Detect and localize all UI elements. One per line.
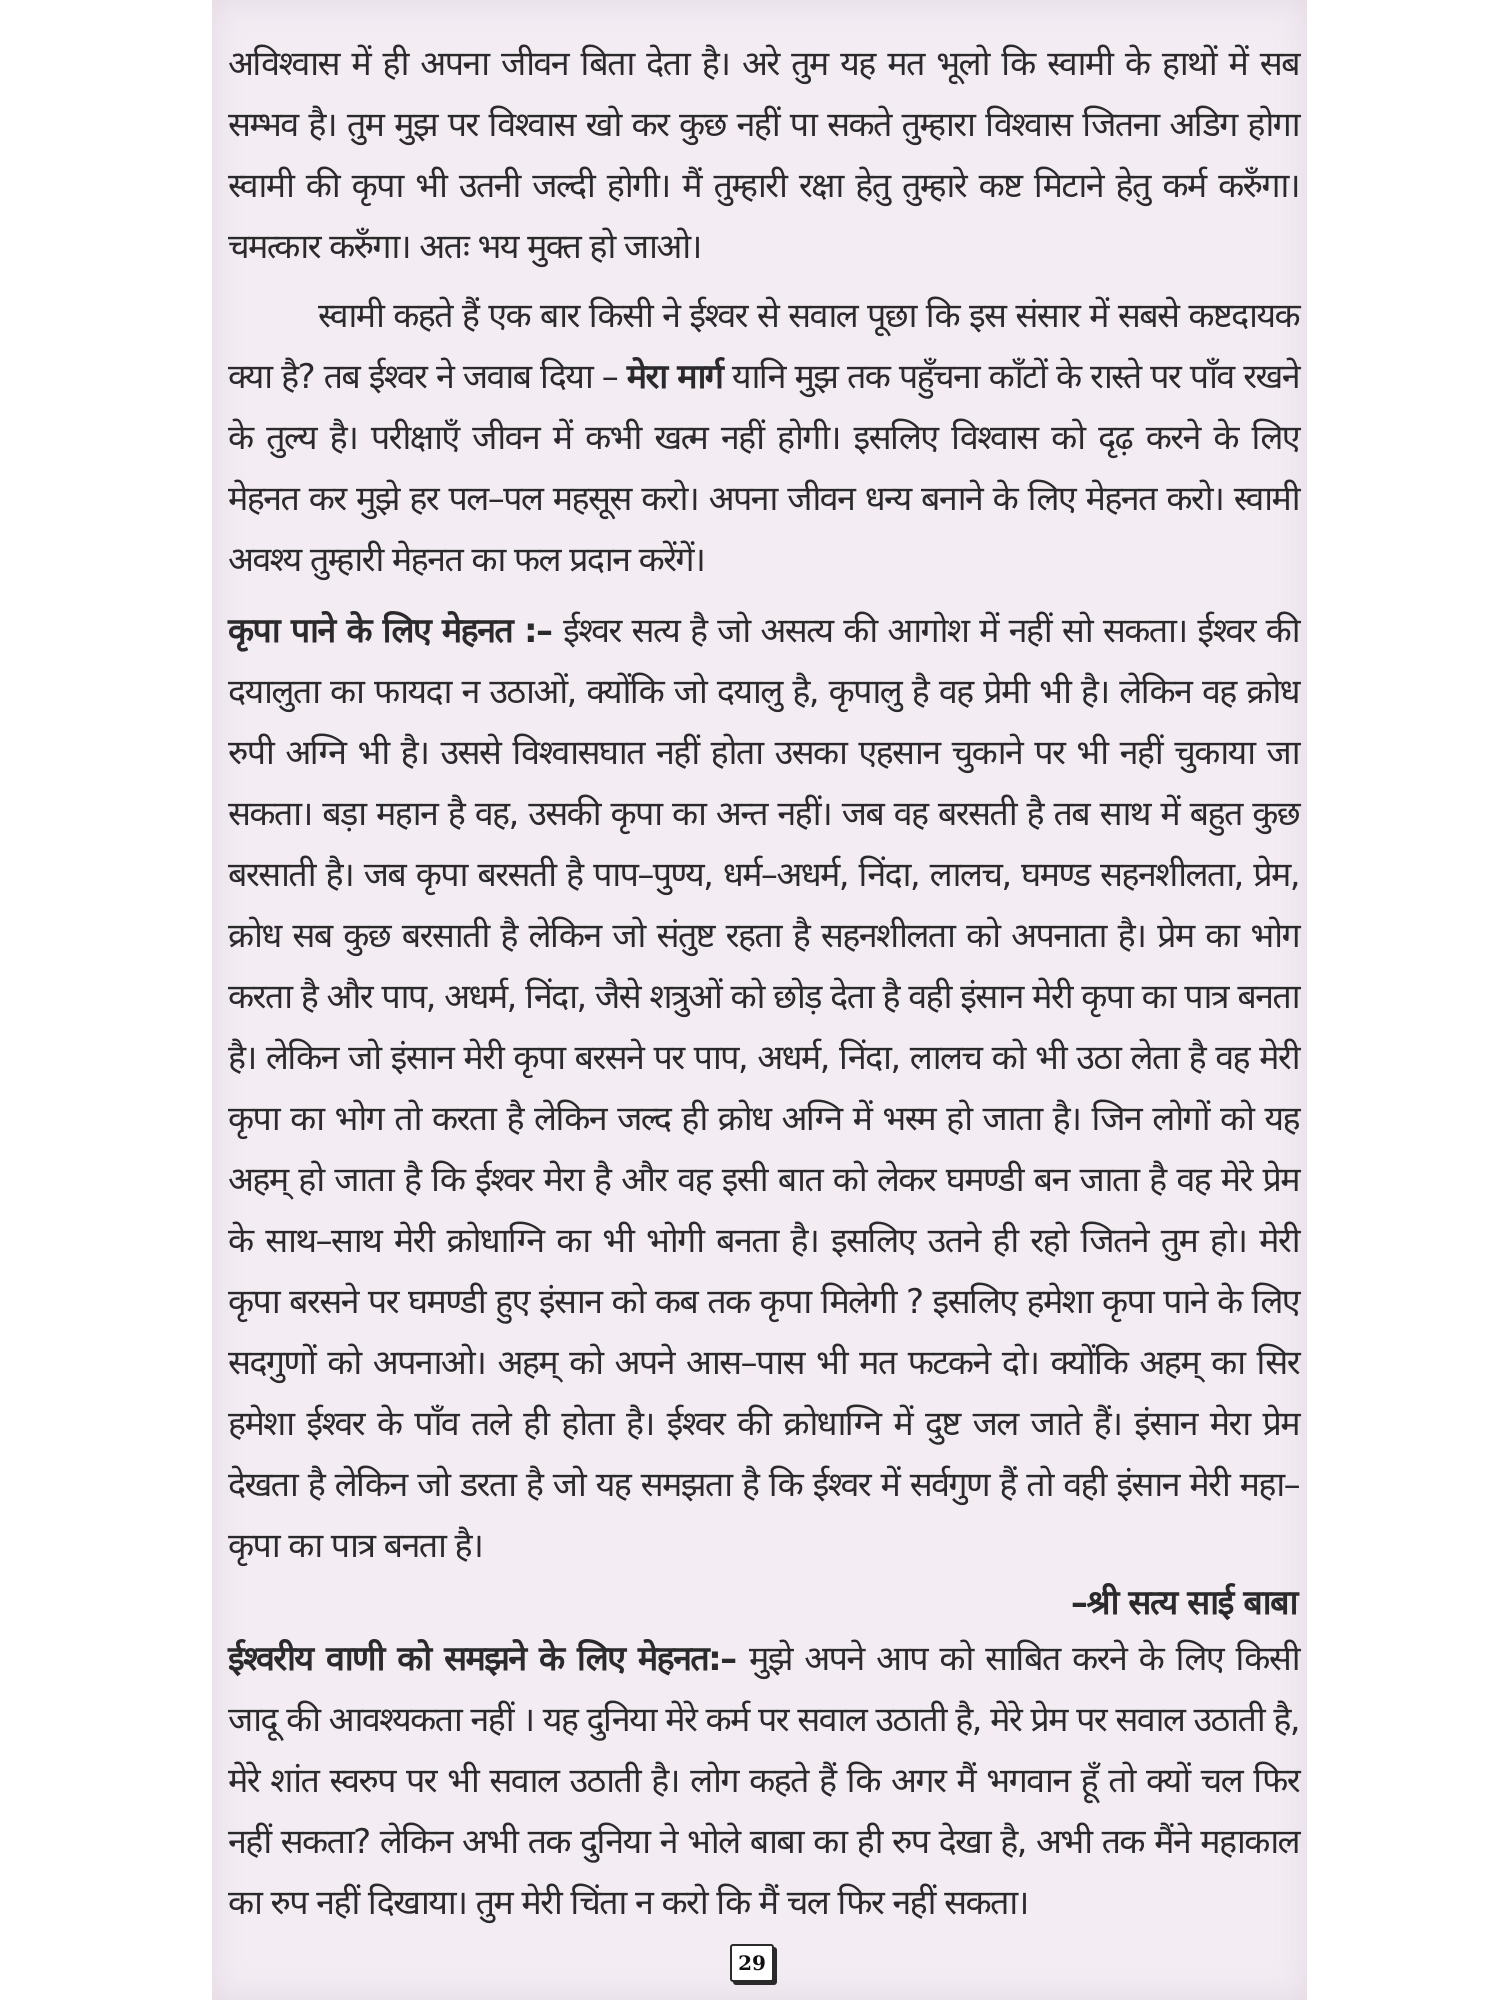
section-vani-heading: ईश्वरीय वाणी को समझने के लिए मेहनत: (228, 1639, 721, 1679)
section-kripa-separator: – (535, 611, 564, 651)
paragraph-question-text-before: स्वामी कहते हैं एक बार किसी ने ईश्वर से सवाल पूछा कि इस संसार में सबसे कष्टदायक क्या है? तब ईश्वर ने जवाब दिया – (228, 296, 1299, 397)
section-kripa-heading: कृपा पाने के लिए मेहनत : (228, 611, 536, 651)
signature: –श्री सत्य साई बाबा (1070, 1583, 1297, 1623)
paragraph-intro: अविश्वास में ही अपना जीवन बिता देता है। अरे तुम यह मत भूलो कि स्वामी के हाथों में सब सम्भव है। तुम मुझ पर विश्वास खो कर कुछ नहीं पा सकते तुम्हारा विश्वास जितना अडिग होगा स्वामी की कृपा भी उतनी जल्दी होगी। मैं तुम्हारी रक्षा हेतु तुम्हारे कष्ट मिटाने हेतु कर्म करुँगा। चमत्कार करुँगा। अतः भय मुक्त हो जाओ। (228, 44, 1299, 267)
section-vani-separator: – (720, 1639, 750, 1679)
book-page (212, 0, 1307, 2000)
paragraph-question (228, 286, 1299, 591)
section-kripa-body: ईश्वर सत्य है जो असत्य की आगोश में नहीं सो सकता। ईश्वर की दयालुता का फायदा न उठाओं, क्योंकि जो दयालु है, कृपालु है वह प्रेमी भी है। लेकिन वह क्रोध रुपी अग्नि भी है। उससे विश्वासघात नहीं होता उसका एहसान चुकाने पर भी नहीं चुकाया जा सकता। बड़ा महान है वह, उसकी कृपा का अन्त नहीं। जब वह बरसती है तब साथ में बहुत कुछ बरसाती है। जब कृपा बरसती है पाप–पुण्य, धर्म–अधर्म, निंदा, लालच, घमण्ड सहनशीलता, प्रेम, क्रोध सब कुछ बरसाती है लेकिन जो संतुष्ट रहता है सहनशीलता को अपनाता है। प्रेम का भोग करता है और पाप, अधर्म, निंदा, जैसे शत्रुओं को छोड़ देता है वही इंसान मेरी कृपा का पात्र बनता है। लेकिन जो इंसान मेरी कृपा बरसने पर पाप, अधर्म, निंदा, लालच को भी उठा लेता है वह मेरी कृपा का भोग तो करता है लेकिन जल्द ही क्रोध अग्नि में भस्म हो जाता है। जिन लोगों को यह अहम् हो जाता है कि ईश्वर मेरा है और वह इसी बात को लेकर घमण्डी बन जाता है वह मेरे प्रेम के साथ–साथ मेरी क्रोधाग्नि का भी भोगी बनता है। इसलिए उतने ही रहो जितने तुम हो। मेरी कृपा बरसने पर घमण्डी हुए इंसान को कब तक कृपा मिलेगी ? इसलिए हमेशा कृपा पाने के लिए सदगुणों को अपनाओ। अहम् को अपने आस–पास भी मत फटकने दो। क्योंकि अहम् का सिर हमेशा ईश्वर के पाँव तले ही होता है। ईश्वर की क्रोधाग्नि में दुष्ट जल जाते हैं। इंसान मेरा प्रेम देखता है लेकिन जो डरता है जो यह समझता है कि ईश्वर में सर्वगुण हैं तो वही इंसान मेरी महा–कृपा का पात्र बनता है। (228, 611, 1299, 1566)
section-ishwariya-vani (228, 1629, 1299, 1934)
page-number: 29 (730, 1944, 774, 1982)
emphasis-mera-marg: मेरा मार्ग (626, 357, 723, 397)
section-vani-body: मुझे अपने आप को साबित करने के लिए किसी जादू की आवश्यकता नहीं । यह दुनिया मेरे कर्म पर सवाल उठाती है, मेरे प्रेम पर सवाल उठाती है, मेरे शांत स्वरुप पर भी सवाल उठाती है। लोग कहते हैं कि अगर मैं भगवान हूँ तो क्यों चल फिर नहीं सकता? लेकिन अभी तक दुनिया ने भोले बाबा का ही रुप देखा है, अभी तक मैंने महाकाल का रुप नहीं दिखाया। तुम मेरी चिंता न करो कि मैं चल फिर नहीं सकता। (228, 1639, 1300, 1923)
paragraph-question-text-after: यानि मुझ तक पहुँचना काँटों के रास्ते पर पाँव रखने के तुल्य है। परीक्षाएँ जीवन में कभी खत्म नहीं होगी। इसलिए विश्वास को दृढ़ करने के लिए मेहनत कर मुझे हर पल–पल महसूस करो। अपना जीवन धन्य बनाने के लिए मेहनत करो। स्वामी अवश्य तुम्हारी मेहनत का फल प्रदान करेंगें। (228, 357, 1299, 580)
section-kripa (228, 601, 1299, 1577)
